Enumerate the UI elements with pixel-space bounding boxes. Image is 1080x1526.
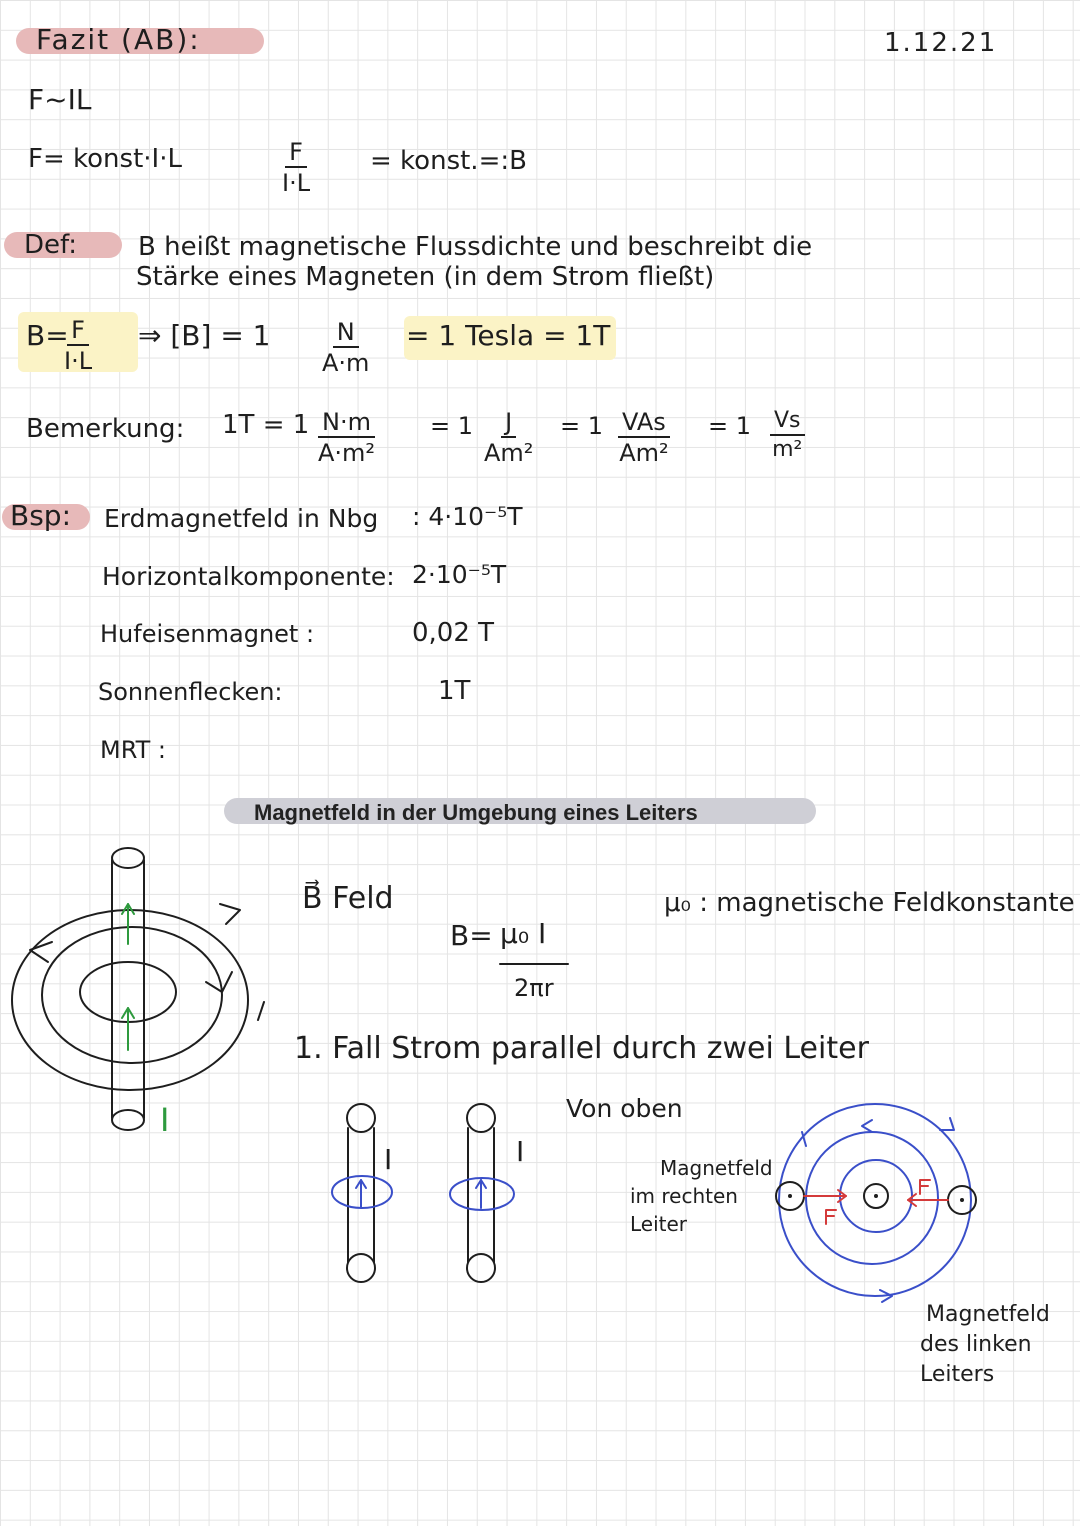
case-1-heading: 1. Fall Strom parallel durch zwei Leiter <box>294 1031 869 1066</box>
unit-rhs: = 1 Tesla = 1T <box>406 319 611 352</box>
remark-f1-num: N·m <box>318 410 375 438</box>
mu-note: μ₀ : magnetische Feldkonstante <box>664 888 1075 918</box>
remark-f2-den: Am² <box>484 439 534 467</box>
conductor-field-diagram <box>12 848 264 1130</box>
remark-f2-num: J <box>501 410 516 438</box>
parallel-field-loops <box>332 1176 514 1210</box>
unit-lhs: B= <box>26 319 69 352</box>
b-formula-numerator: μ₀ I <box>500 917 547 950</box>
example-value: 1T <box>438 676 471 706</box>
unit-am-denominator: A·m <box>322 349 370 377</box>
remark-eq-3: = 1 <box>708 412 752 440</box>
example-value: 2·10⁻⁵T <box>412 560 507 589</box>
remark-f4-num: Vs <box>770 410 805 436</box>
formula-const-rhs: = konst.=:B <box>370 146 527 176</box>
note-right-conductor-3: Leiter <box>630 1212 688 1236</box>
current-arrows <box>122 904 134 1050</box>
remark-eq-1: = 1 <box>430 412 474 440</box>
b-field-label: B⃗ Feld <box>302 881 394 916</box>
unit-f-numerator: F <box>67 318 89 346</box>
unit-n-numerator: N <box>333 320 359 348</box>
note-left-conductor-2: des linken <box>920 1332 1032 1357</box>
parallel-conductors <box>347 1104 495 1282</box>
remark-eq-2: = 1 <box>560 412 604 440</box>
unit-f-denominator: I·L <box>64 347 93 375</box>
note-left-conductor-3: Leiters <box>920 1362 995 1387</box>
remark-lead: 1T = 1 <box>222 410 310 440</box>
note-left-conductor-1: Magnetfeld <box>926 1302 1050 1327</box>
fraction-numerator: F <box>285 140 307 168</box>
b-formula-denominator: 2πr <box>514 974 554 1002</box>
section-title: Magnetfeld in der Umgebung eines Leiters <box>254 800 698 825</box>
def-line-1: B heißt magnetische Flussdichte und beschreibt die <box>138 232 813 262</box>
top-view-diagram <box>776 1104 976 1302</box>
date: 1.12.21 <box>884 28 998 58</box>
example-name: Erdmagnetfeld in Nbg <box>104 504 379 533</box>
def-line-2: Stärke eines Magneten (in dem Strom fließt) <box>136 262 715 292</box>
example-value: : 4·10⁻⁵T <box>412 502 523 531</box>
remark-label: Bemerkung: <box>26 414 185 444</box>
current-label-left: I <box>384 1143 393 1176</box>
formula-proportional: F~IL <box>28 83 92 116</box>
fraction-denominator: I·L <box>282 169 311 197</box>
remark-f4-den: m² <box>772 437 803 462</box>
example-value: 0,02 T <box>412 618 495 648</box>
example-name: MRT : <box>100 736 167 764</box>
note-right-conductor-2: im rechten <box>630 1184 738 1208</box>
current-label: I <box>160 1101 170 1139</box>
b-formula-lhs: B= <box>450 919 493 952</box>
formula-const: F= konst·I·L <box>28 144 182 174</box>
example-name: Horizontalkomponente: <box>102 562 395 591</box>
examples-label: Bsp: <box>10 499 72 532</box>
note-right-conductor-1: Magnetfeld <box>660 1156 773 1180</box>
example-name: Sonnenflecken: <box>98 678 283 706</box>
def-label: Def: <box>24 230 78 260</box>
from-above-label: Von oben <box>566 1094 683 1123</box>
current-label-right: I <box>516 1135 525 1168</box>
page-title: Fazit (AB): <box>36 23 201 56</box>
example-name: Hufeisenmagnet : <box>100 620 315 648</box>
remark-f3-den: Am² <box>619 439 669 467</box>
remark-f1-den: A·m² <box>318 439 376 467</box>
remark-f3-num: VAs <box>618 410 670 438</box>
unit-mid: ⇒ [B] = 1 <box>138 319 271 352</box>
